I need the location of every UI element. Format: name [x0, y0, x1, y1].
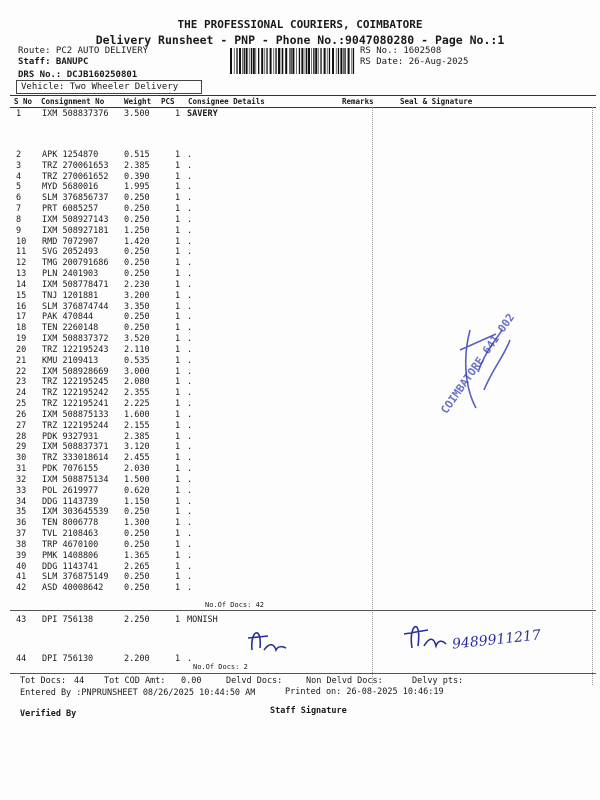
row-consignment: PMK 1408806 — [42, 550, 99, 561]
row-pcs: 1 — [175, 247, 181, 258]
row-consignee: . — [187, 453, 193, 464]
row-weight: 1.365 — [124, 550, 150, 561]
row-consignment: TVL 2108463 — [42, 529, 99, 540]
non-delivered-docs: Non Delvd Docs: — [306, 676, 383, 686]
table-row — [0, 258, 600, 269]
row-consignment: IXM 508928669 — [42, 366, 109, 377]
row-pcs: 1 — [175, 453, 181, 464]
row-consignment: DDG 1143741 — [42, 561, 99, 572]
handwritten-signature — [398, 612, 448, 656]
row-sno: 21 — [16, 355, 27, 366]
row-consignee: . — [187, 550, 193, 561]
row-consignment: IXM 508837376 — [42, 109, 109, 119]
row-weight: 3.120 — [124, 442, 150, 453]
row-weight: 2.385 — [124, 160, 150, 171]
group2-doc-count: No.Of Docs: 2 — [193, 663, 248, 671]
row-pcs: 1 — [175, 539, 181, 550]
table-row: 44 DPI 756130 2.200 1 . — [16, 654, 193, 664]
row-consignee: . — [187, 290, 193, 301]
row-pcs: 1 — [175, 182, 181, 193]
row-consignment: TNJ 1201881 — [42, 290, 99, 301]
row-weight: 2.030 — [124, 464, 150, 475]
row-sno: 1 — [16, 109, 22, 119]
rs-number: RS No.: 1602508 — [360, 46, 442, 56]
table-row — [0, 109, 600, 120]
printed-on: Printed on: 26-08-2025 10:46:19 — [285, 687, 444, 697]
row-weight: 2.265 — [124, 561, 150, 572]
row-pcs: 1 — [175, 474, 181, 485]
row-consignment: TRZ 122195244 — [42, 420, 109, 431]
row-weight: 0.620 — [124, 485, 150, 496]
row-sno: 37 — [16, 529, 27, 540]
row-weight: 2.230 — [124, 279, 150, 290]
row-pcs: 1 — [175, 193, 181, 204]
row-weight: 0.250 — [124, 539, 150, 550]
row-pcs: 1 — [175, 214, 181, 225]
col-pcs: PCS — [161, 97, 175, 106]
row-consignee: . — [187, 431, 193, 442]
row-pcs: 1 — [175, 431, 181, 442]
delivery-points: Delvy pts: — [412, 676, 464, 686]
row-sno: 39 — [16, 550, 27, 561]
table-row — [0, 204, 600, 215]
row-weight: 0.250 — [124, 258, 150, 269]
row-weight: 1.300 — [124, 518, 150, 529]
row-pcs: 1 — [175, 150, 181, 160]
drs-number: DRS No.: DCJB160250801 — [18, 70, 138, 80]
row-pcs: 1 — [175, 269, 181, 280]
row-sno: 7 — [16, 204, 22, 215]
row-weight: 3.350 — [124, 301, 150, 312]
row-consignment: TMG 200791686 — [42, 258, 109, 269]
staff-signature: Staff Signature — [270, 706, 347, 716]
row-weight: 2.355 — [124, 388, 150, 399]
row-weight: 0.250 — [124, 529, 150, 540]
col-consignment: Consignment No — [41, 97, 105, 106]
table-row — [0, 486, 600, 497]
delivered-docs: Delvd Docs: — [226, 676, 283, 686]
table-row — [0, 529, 600, 540]
office-stamp — [400, 290, 550, 440]
row-consignment: SLM 376856737 — [42, 193, 109, 204]
row-sno: 33 — [16, 485, 27, 496]
row-consignee: . — [187, 518, 193, 529]
row-pcs: 1 — [175, 442, 181, 453]
row-weight: 2.080 — [124, 377, 150, 388]
verified-by: Verified By — [20, 709, 77, 719]
row-consignee: . — [187, 182, 193, 193]
row-consignment: TRZ 270061652 — [42, 171, 109, 182]
row-weight: 0.250 — [124, 214, 150, 225]
col-consignee: Consignee Details — [188, 97, 265, 106]
row-consignee: . — [187, 150, 193, 160]
column-header — [10, 95, 596, 108]
row-consignment: IXM 508927181 — [42, 225, 109, 236]
row-consignment: IXM 508837371 — [42, 442, 109, 453]
row-weight: 0.515 — [124, 150, 150, 160]
row-weight: 2.455 — [124, 453, 150, 464]
group-separator — [10, 610, 596, 611]
row-pcs: 1 — [175, 496, 181, 507]
row-weight: 0.390 — [124, 171, 150, 182]
row-consignee: . — [187, 583, 193, 594]
row-sno: 40 — [16, 561, 27, 572]
row-consignment: PLN 2401903 — [42, 269, 99, 280]
row-consignment: TRZ 122195243 — [42, 344, 109, 355]
table-row — [0, 237, 600, 248]
table-row — [0, 247, 600, 258]
row-weight: 0.250 — [124, 247, 150, 258]
row-pcs: 1 — [175, 301, 181, 312]
row-consignment: IXM 508837372 — [42, 334, 109, 345]
row-weight: 2.155 — [124, 420, 150, 431]
row-consignment: TRZ 122195242 — [42, 388, 109, 399]
row-sno: 42 — [16, 583, 27, 594]
row-pcs: 1 — [175, 279, 181, 290]
row-sno: 20 — [16, 344, 27, 355]
row-consignment: TEN 8006778 — [42, 518, 99, 529]
row-weight: 3.520 — [124, 334, 150, 345]
row-consignee: . — [187, 399, 193, 410]
table-row — [0, 540, 600, 551]
row-weight: 0.250 — [124, 204, 150, 215]
table-row — [0, 215, 600, 226]
row-consignee: . — [187, 247, 193, 258]
row-consignment: PDK 7076155 — [42, 464, 99, 475]
runsheet-title: Delivery Runsheet - PNP - Phone No.:9047080280 - Page No.:1 — [95, 33, 505, 47]
row-pcs: 1 — [175, 225, 181, 236]
row-weight: 1.250 — [124, 225, 150, 236]
row-sno: 24 — [16, 388, 27, 399]
row-consignee: . — [187, 388, 193, 399]
row-consignee: . — [187, 160, 193, 171]
row-consignee: . — [187, 507, 193, 518]
table-row — [0, 193, 600, 204]
row-consignee: . — [187, 539, 193, 550]
row-consignment: TRZ 270061653 — [42, 160, 109, 171]
row-consignment: KMU 2109413 — [42, 355, 99, 366]
row-sno: 8 — [16, 214, 22, 225]
row-consignment: PDK 9327931 — [42, 431, 99, 442]
row-weight: 0.250 — [124, 312, 150, 323]
table-row — [0, 269, 600, 280]
row-consignee: . — [187, 269, 193, 280]
row-consignee: . — [187, 496, 193, 507]
row-consignment: IXM 508927143 — [42, 214, 109, 225]
row-weight: 3.500 — [124, 109, 150, 119]
row-pcs: 1 — [175, 344, 181, 355]
table-row — [0, 507, 600, 518]
col-sno: S No — [14, 97, 33, 106]
row-weight: 2.110 — [124, 344, 150, 355]
row-pcs: 1 — [175, 572, 181, 583]
total-docs: 44 — [74, 676, 85, 686]
row-sno: 23 — [16, 377, 27, 388]
row-weight: 1.500 — [124, 474, 150, 485]
row-sno: 18 — [16, 323, 27, 334]
group1-doc-count: No.Of Docs: 42 — [205, 601, 265, 609]
row-consignment: ASD 40008642 — [42, 583, 104, 594]
stamp-text: COIMBATORE 641 002 — [438, 311, 518, 417]
table-row — [0, 562, 600, 573]
row-consignment: TEN 2260148 — [42, 323, 99, 334]
row-pcs: 1 — [175, 204, 181, 215]
row-pcs: 1 — [175, 236, 181, 247]
table-row: 43 DPI 756138 2.250 1 MONISH — [16, 615, 218, 625]
row-consignment: SLM 376875149 — [42, 572, 109, 583]
route: Route: PC2 AUTO DELIVERY — [18, 46, 149, 56]
row-sno: 26 — [16, 409, 27, 420]
row-weight: 0.250 — [124, 193, 150, 204]
row-pcs: 1 — [175, 583, 181, 594]
row-consignment: PRT 6085257 — [42, 204, 99, 215]
table-row — [0, 551, 600, 562]
row-consignee: . — [187, 409, 193, 420]
row-pcs: 1 — [175, 171, 181, 182]
row-consignee: . — [187, 366, 193, 377]
row-pcs: 1 — [175, 420, 181, 431]
row-weight: 0.250 — [124, 323, 150, 334]
row-sno: 10 — [16, 236, 27, 247]
row-pcs: 1 — [175, 529, 181, 540]
table-row — [0, 518, 600, 529]
row-consignment: RMD 7072907 — [42, 236, 99, 247]
row-pcs: 1 — [175, 507, 181, 518]
table-row — [0, 161, 600, 172]
row-sno: 14 — [16, 279, 27, 290]
row-sno: 2 — [16, 150, 22, 160]
row-sno: 13 — [16, 269, 27, 280]
row-sno: 19 — [16, 334, 27, 345]
row-weight: 1.420 — [124, 236, 150, 247]
row-pcs: 1 — [175, 561, 181, 572]
row-consignee: SAVERY — [187, 109, 218, 119]
row-sno: 25 — [16, 399, 27, 410]
row-consignee: . — [187, 561, 193, 572]
handwritten-signature — [240, 620, 290, 660]
row-pcs: 1 — [175, 377, 181, 388]
row-sno: 5 — [16, 182, 22, 193]
row-consignment: TRZ 122195245 — [42, 377, 109, 388]
row-sno: 28 — [16, 431, 27, 442]
table-row — [0, 226, 600, 237]
row-consignee: . — [187, 171, 193, 182]
col-weight: Weight — [124, 97, 152, 106]
row-consignee: . — [187, 236, 193, 247]
table-row — [0, 464, 600, 475]
row-consignment: APK 1254870 — [42, 150, 99, 160]
row-consignee: . — [187, 442, 193, 453]
row-consignee: . — [187, 377, 193, 388]
row-consignment: SLM 376874744 — [42, 301, 109, 312]
row-pcs: 1 — [175, 409, 181, 420]
table-row — [0, 583, 600, 594]
row-consignment: POL 2619977 — [42, 485, 99, 496]
row-consignee: . — [187, 301, 193, 312]
row-consignment: TRP 4670100 — [42, 539, 99, 550]
row-consignee: . — [187, 323, 193, 334]
row-consignee: . — [187, 204, 193, 215]
row-weight: 0.250 — [124, 583, 150, 594]
row-weight: 1.150 — [124, 496, 150, 507]
row-pcs: 1 — [175, 388, 181, 399]
row-weight: 0.250 — [124, 572, 150, 583]
row-consignee: . — [187, 312, 193, 323]
total-cod: 0.00 — [181, 676, 202, 686]
table-row — [0, 442, 600, 453]
row-consignment: TRZ 122195241 — [42, 399, 109, 410]
company-title: THE PROFESSIONAL COURIERS, COIMBATORE — [177, 18, 423, 31]
row-pcs: 1 — [175, 355, 181, 366]
row-sno: 27 — [16, 420, 27, 431]
table-row — [0, 150, 600, 161]
row-pcs: 1 — [175, 485, 181, 496]
row-consignee: . — [187, 572, 193, 583]
row-weight: 0.250 — [124, 507, 150, 518]
table-row — [0, 182, 600, 193]
row-sno: 30 — [16, 453, 27, 464]
row-sno: 35 — [16, 507, 27, 518]
row-consignee: . — [187, 193, 193, 204]
row-pcs: 1 — [175, 258, 181, 269]
table-row — [0, 172, 600, 183]
row-pcs: 1 — [175, 109, 181, 119]
row-sno: 11 — [16, 247, 27, 258]
barcode — [230, 48, 356, 74]
row-consignee: . — [187, 225, 193, 236]
staff: Staff: BANUPC — [18, 57, 89, 67]
row-sno: 36 — [16, 518, 27, 529]
row-consignment: IXM 508875134 — [42, 474, 109, 485]
row-pcs: 1 — [175, 323, 181, 334]
row-sno: 16 — [16, 301, 27, 312]
row-sno: 3 — [16, 160, 22, 171]
row-sno: 34 — [16, 496, 27, 507]
row-pcs: 1 — [175, 399, 181, 410]
row-sno: 4 — [16, 171, 22, 182]
row-consignment: IXM 508875133 — [42, 409, 109, 420]
row-consignee: . — [187, 474, 193, 485]
total-cod-label: Tot COD Amt: — [104, 676, 166, 686]
row-consignment: IXM 303645539 — [42, 507, 109, 518]
row-consignee: . — [187, 420, 193, 431]
row-consignee: . — [187, 355, 193, 366]
handwritten-phone: 9489911217 — [451, 627, 542, 653]
row-sno: 12 — [16, 258, 27, 269]
row-consignment: PAK 470844 — [42, 312, 94, 323]
row-consignment: IXM 508778471 — [42, 279, 109, 290]
row-weight: 2.385 — [124, 431, 150, 442]
row-consignee: . — [187, 214, 193, 225]
table-row — [0, 572, 600, 583]
row-consignee: . — [187, 334, 193, 345]
row-consignee: . — [187, 279, 193, 290]
vehicle: Vehicle: Two Wheeler Delivery — [16, 80, 202, 94]
row-sno: 41 — [16, 572, 27, 583]
row-pcs: 1 — [175, 312, 181, 323]
total-docs-label: Tot Docs: — [20, 676, 67, 686]
row-weight: 3.000 — [124, 366, 150, 377]
row-pcs: 1 — [175, 518, 181, 529]
row-consignment: SVG 2052493 — [42, 247, 99, 258]
row-weight: 1.600 — [124, 409, 150, 420]
row-sno: 6 — [16, 193, 22, 204]
row-consignee: . — [187, 485, 193, 496]
row-consignee: . — [187, 464, 193, 475]
row-pcs: 1 — [175, 160, 181, 171]
rs-date: RS Date: 26-Aug-2025 — [360, 57, 469, 67]
row-pcs: 1 — [175, 334, 181, 345]
row-weight: 1.995 — [124, 182, 150, 193]
row-consignment: MYD 5680016 — [42, 182, 99, 193]
row-sno: 31 — [16, 464, 27, 475]
row-sno: 15 — [16, 290, 27, 301]
table-row — [0, 453, 600, 464]
row-pcs: 1 — [175, 550, 181, 561]
row-sno: 17 — [16, 312, 27, 323]
row-sno: 32 — [16, 474, 27, 485]
row-consignee: . — [187, 344, 193, 355]
row-sno: 38 — [16, 539, 27, 550]
row-consignee: . — [187, 529, 193, 540]
row-pcs: 1 — [175, 290, 181, 301]
footer-separator — [10, 673, 596, 674]
row-sno: 22 — [16, 366, 27, 377]
col-remarks: Remarks — [342, 97, 374, 106]
row-weight: 3.200 — [124, 290, 150, 301]
col-seal: Seal & Signature — [400, 97, 473, 106]
row-sno: 9 — [16, 225, 22, 236]
row-pcs: 1 — [175, 464, 181, 475]
table-row — [0, 475, 600, 486]
row-weight: 0.535 — [124, 355, 150, 366]
row-consignee: . — [187, 258, 193, 269]
row-consignment: TRZ 333018614 — [42, 453, 109, 464]
row-weight: 2.225 — [124, 399, 150, 410]
row-pcs: 1 — [175, 366, 181, 377]
table-row — [0, 497, 600, 508]
row-weight: 0.250 — [124, 269, 150, 280]
row-sno: 29 — [16, 442, 27, 453]
row-consignment: DDG 1143739 — [42, 496, 99, 507]
entered-by: Entered By :PNPRUNSHEET 08/26/2025 10:44:50 AM — [20, 688, 256, 698]
